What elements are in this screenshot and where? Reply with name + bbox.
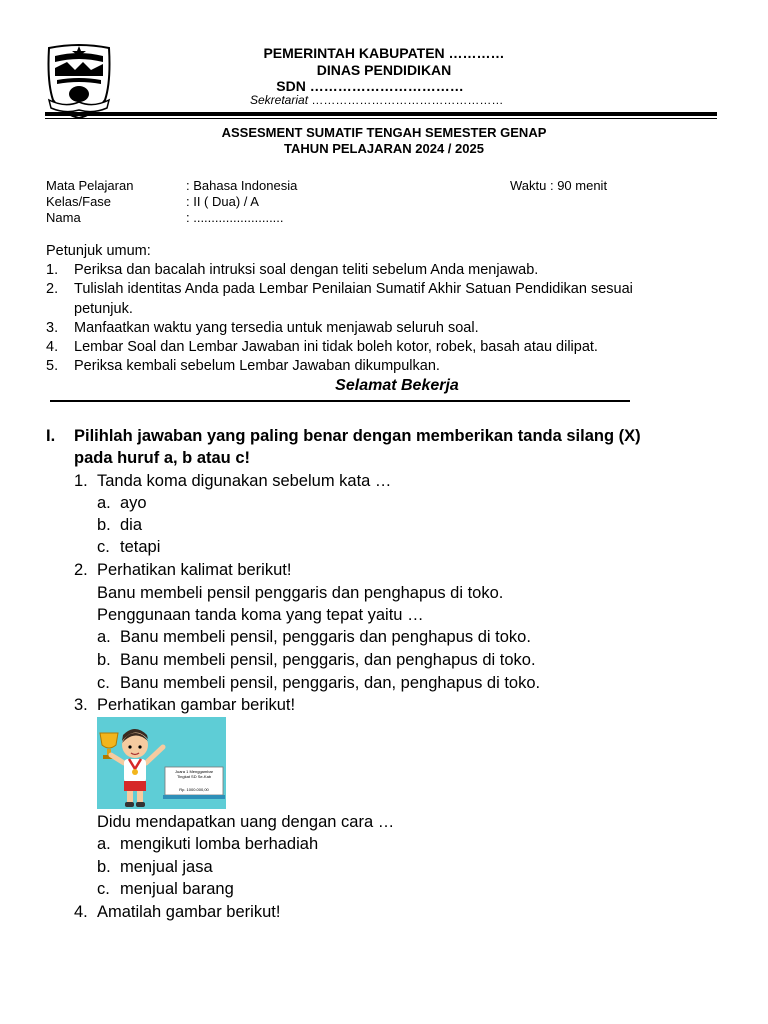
option-letter[interactable]: a.: [97, 835, 111, 853]
instruction-item-continuation: petunjuk.: [74, 301, 133, 317]
option-text[interactable]: mengikuti lomba berhadiah: [120, 835, 319, 853]
closing-divider: [50, 400, 630, 402]
boy-with-trophy-drawing: [97, 717, 226, 809]
instruction-item: Periksa dan bacalah intruksi soal dengan teliti sebelum Anda menjawab.: [74, 262, 539, 278]
option-text[interactable]: menjual jasa: [120, 858, 213, 876]
prize-sign-line1: Juara 1 Menggambar: [174, 769, 214, 774]
instruction-item: Periksa kembali sebelum Lembar Jawaban dikumpulkan.: [74, 358, 440, 374]
option-letter[interactable]: c.: [97, 674, 110, 692]
option-letter[interactable]: a.: [97, 494, 111, 512]
section-instruction: Pilihlah jawaban yang paling benar dengan memberikan tanda silang (X): [74, 427, 641, 445]
option-text[interactable]: Banu membeli pensil, penggaris, dan, penghapus di toko.: [120, 674, 541, 692]
instruction-item: Tulislah identitas Anda pada Lembar Penilaian Sumatif Akhir Satuan Pendidikan sesuai: [74, 281, 633, 297]
question-sentence: Banu membeli pensil penggaris dan penghapus di toko.: [97, 584, 504, 602]
question-prompt: Penggunaan tanda koma yang tepat yaitu …: [97, 606, 424, 624]
question-text: Perhatikan gambar berikut!: [97, 696, 296, 714]
question-number: 4.: [74, 903, 88, 921]
header-divider-thick: [45, 112, 717, 116]
instruction-number: 5.: [46, 358, 59, 374]
option-text[interactable]: ayo: [120, 494, 147, 512]
section-number: I.: [46, 427, 56, 445]
question-text: Tanda koma digunakan sebelum kata …: [97, 472, 392, 490]
instruction-number: 4.: [46, 339, 59, 355]
exam-title: ASSESMENT SUMATIF TENGAH SEMESTER GENAP: [221, 125, 547, 140]
instruction-item: Lembar Soal dan Lembar Jawaban ini tidak boleh kotor, robek, basah atau dilipat.: [74, 339, 598, 355]
instructions-heading: Petunjuk umum:: [46, 243, 151, 259]
question-text: Perhatikan kalimat berikut!: [97, 561, 292, 579]
subject-value: : Bahasa Indonesia: [186, 178, 298, 193]
instruction-item: Manfaatkan waktu yang tersedia untuk menjawab seluruh soal.: [74, 320, 479, 336]
question-number: 3.: [74, 696, 88, 714]
exam-year: TAHUN PELAJARAN 2024 / 2025: [284, 141, 484, 156]
instruction-number: 3.: [46, 320, 59, 336]
class-value: : II ( Dua) / A: [186, 194, 259, 209]
class-label: Kelas/Fase: [46, 194, 112, 209]
header-department-line: DINAS PENDIDIKAN: [316, 62, 452, 78]
option-letter[interactable]: c.: [97, 538, 110, 556]
section-instruction-continuation: pada huruf a, b atau c!: [74, 449, 251, 467]
question-number: 2.: [74, 561, 88, 579]
question-number: 1.: [74, 472, 88, 490]
question-prompt: Didu mendapatkan uang dengan cara …: [97, 813, 395, 831]
option-letter[interactable]: b.: [97, 516, 111, 534]
option-letter[interactable]: a.: [97, 628, 111, 646]
header-government-line: PEMERINTAH KABUPATEN …………: [263, 45, 505, 61]
illustration-boy-trophy: [97, 717, 226, 809]
header-secretariat-line: Sekretariat …………………………………………: [250, 93, 504, 107]
option-letter[interactable]: c.: [97, 880, 110, 898]
option-text[interactable]: Banu membeli pensil, penggaris, dan penghapus di toko.: [120, 651, 536, 669]
option-text[interactable]: Banu membeli pensil, penggaris dan penghapus di toko.: [120, 628, 531, 646]
prize-sign-amount: Rp. 1000.000,00: [179, 787, 209, 792]
option-letter[interactable]: b.: [97, 651, 111, 669]
option-text[interactable]: tetapi: [120, 538, 161, 556]
header-divider-thin: [45, 118, 717, 119]
name-label: Nama: [46, 210, 81, 225]
instruction-number: 1.: [46, 262, 59, 278]
closing-greeting: Selamat Bekerja: [335, 377, 459, 394]
instruction-number: 2.: [46, 281, 59, 297]
subject-label: Mata Pelajaran: [46, 178, 134, 193]
option-text[interactable]: menjual barang: [120, 880, 234, 898]
question-text: Amatilah gambar berikut!: [97, 903, 281, 921]
option-letter[interactable]: b.: [97, 858, 111, 876]
time-info: Waktu : 90 menit: [510, 178, 608, 193]
prize-sign-line2: Tingkat SD Se-Kab: [176, 774, 212, 779]
name-field[interactable]: : .........................: [186, 210, 284, 225]
header-school-line: SDN ……………………………: [276, 78, 464, 94]
option-text[interactable]: dia: [120, 516, 143, 534]
